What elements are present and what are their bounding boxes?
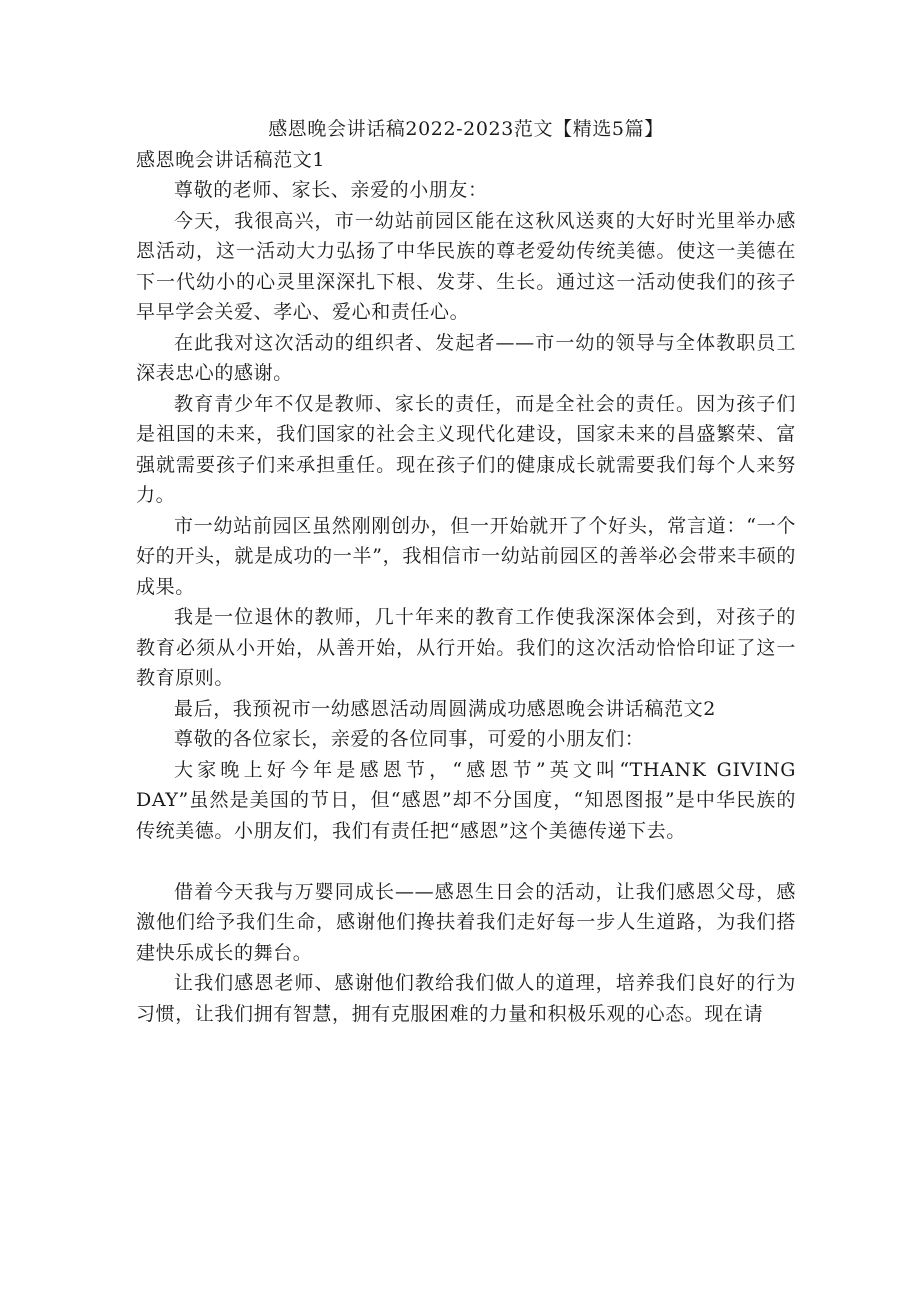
body-paragraph: 市一幼站前园区虽然刚刚创办，但一开始就开了个好头，常言道：“一个好的开头，就是成功的一半”，我相信市一幼站前园区的善举必会带来丰硕的成果。	[136, 514, 796, 598]
greeting-paragraph-1: 尊敬的老师、家长、亲爱的小朋友：	[174, 179, 488, 201]
body-paragraph: 教育青少年不仅是教师、家长的责任，而是全社会的责任。因为孩子们是祖国的未来，我们国家的社会主义现代化建设，国家未来的昌盛繁荣、富强就需要孩子们来承担重任。现在孩子们的健康成长就需要我们每个人来努力。	[136, 392, 796, 506]
blank-line	[136, 846, 796, 877]
greeting-paragraph-2: 尊敬的各位家长，亲爱的各位同事，可爱的小朋友们：	[174, 728, 645, 750]
body-paragraph: 借着今天我与万婴同成长——感恩生日会的活动，让我们感恩父母，感激他们给予我们生命，感谢他们搀扶着我们走好每一步人生道路，为我们搭建快乐成长的舞台。	[136, 880, 796, 964]
body-paragraph: 大家晚上好今年是感恩节，“感恩节”英文叫“THANK GIVING DAY”虽然是美国的节日，但“感恩”却不分国度，“知恩图报”是中华民族的传统美德。小朋友们，我们有责任把“感恩”这个美德传递下去。	[136, 758, 796, 842]
closing-paragraph: 最后，我预祝市一幼感恩活动周圆满成功感恩晚会讲话稿范文2	[174, 697, 716, 720]
body-paragraph: 今天，我很高兴，市一幼站前园区能在这秋风送爽的大好时光里举办感恩活动，这一活动大力弘扬了中华民族的尊老爱幼传统美德。使这一美德在下一代幼小的心灵里深深扎下根、发芽、生长。通过这一活动使我们的孩子早早学会关爱、孝心、爱心和责任心。	[136, 209, 796, 323]
body-paragraph: 在此我对这次活动的组织者、发起者——市一幼的领导与全体教职员工深表忠心的感谢。	[136, 331, 796, 384]
body-paragraph: 我是一位退休的教师，几十年来的教育工作使我深深体会到，对孩子的教育必须从小开始，从善开始，从行开始。我们的这次活动恰恰印证了这一教育原则。	[136, 606, 796, 689]
body-paragraph: 让我们感恩老师、感谢他们教给我们做人的道理，培养我们良好的行为习惯，让我们拥有智慧，拥有克服困难的力量和积极乐观的心态。现在请	[136, 972, 796, 1025]
document-title: 感恩晚会讲话稿2022-2023范文【精选5篇】	[268, 118, 664, 140]
document-page	[136, 114, 796, 1029]
section-title-1: 感恩晚会讲话稿范文1	[136, 148, 326, 171]
